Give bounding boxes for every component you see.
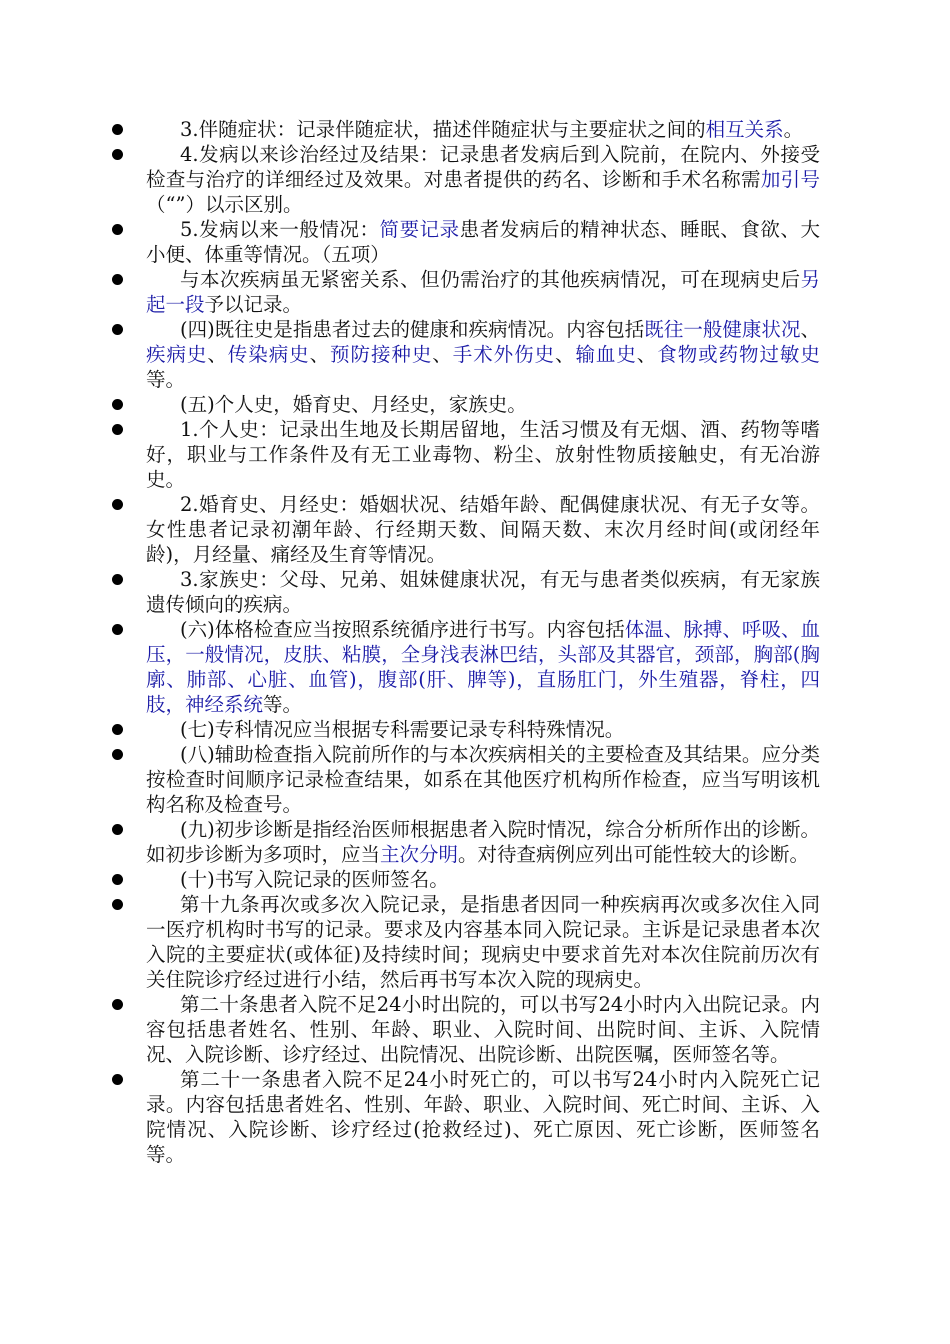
- text-run: 、: [800, 318, 820, 341]
- text-run: 、: [432, 343, 453, 366]
- text-run: 3.家族史：父母、兄弟、姐妹健康状况，有无与患者类似疾病，有无家族遗传倾向的疾病。: [146, 568, 820, 616]
- bullet-icon: [112, 424, 123, 435]
- list-item: [108, 992, 820, 1067]
- paragraph-text: [146, 892, 820, 992]
- bullet-icon: [112, 749, 123, 760]
- text-run: 、: [555, 343, 576, 366]
- text-run: 1.个人史：记录出生地及长期居留地，生活习惯及有无烟、酒、药物等嗜好，职业与工作条件及有无工业毒物、粉尘、放射性物质接触史，有无冶游史。: [146, 418, 820, 491]
- text-run: 第二十条患者入院不足24小时出院的，可以书写24小时内入出院记录。内容包括患者姓名、性别、年龄、职业、入院时间、出院时间、主诉、入院情况、入院诊断、诊疗经过、出院情况、出院诊断、出院医嘱，医师签名等。: [146, 993, 820, 1066]
- paragraph-text: [146, 617, 820, 717]
- highlighted-phrase: 相互关系: [705, 118, 784, 141]
- text-run: 等。: [263, 693, 303, 716]
- list-item: [108, 217, 820, 267]
- text-run: 、: [207, 343, 228, 366]
- paragraph-text: [146, 492, 820, 567]
- text-run: （“”）以示区别。: [146, 193, 303, 216]
- bullet-icon: [112, 999, 123, 1010]
- paragraph-text: [146, 317, 820, 392]
- bullet-icon: [112, 324, 123, 335]
- highlighted-phrase: 手术外伤史: [452, 343, 555, 366]
- list-item: [108, 717, 820, 742]
- bullet-icon: [112, 724, 123, 735]
- text-run: (八)辅助检查指入院前所作的与本次疾病相关的主要检查及其结果。应分类按检查时间顺序记录检查结果，如系在其他医疗机构所作检查，应当写明该机构名称及检查号。: [146, 743, 820, 816]
- paragraph-text: [146, 992, 820, 1067]
- text-run: 第二十一条患者入院不足24小时死亡的，可以书写24小时内入院死亡记录。内容包括患者姓名、性别、年龄、职业、入院时间、死亡时间、主诉、入院情况、入院诊断、诊疗经过(抢救经过)、死亡原因、死亡诊断，医师签名等。: [146, 1068, 820, 1166]
- paragraph-text: [146, 867, 820, 892]
- paragraph-text: [146, 417, 820, 492]
- paragraph-text: [146, 217, 820, 267]
- highlighted-phrase: 疾病史: [146, 343, 208, 366]
- text-run: 2.婚育史、月经史：婚姻状况、结婚年龄、配偶健康状况、有无子女等。女性患者记录初潮年龄、行经期天数、间隔天数、末次月经时间(或闭经年龄)，月经量、痛经及生育等情况。: [146, 493, 820, 566]
- highlighted-phrase: 预防接种史: [330, 343, 433, 366]
- text-run: 3.伴随症状：记录伴随症状，描述伴随症状与主要症状之间的: [180, 118, 706, 141]
- text-run: 。对待查病例应列出可能性较大的诊断。: [458, 843, 810, 866]
- list-item: [108, 567, 820, 617]
- text-run: (九)初步诊断是指经治医师根据患者入院时情况，综合分析所作出的诊断。如初步诊断为多项时，应当: [146, 818, 820, 866]
- text-run: 患者发病后的精神状态、睡眠、食欲、大小便、体重等情况。（五项）: [146, 218, 820, 266]
- paragraph-text: [146, 142, 820, 217]
- highlighted-phrase: 加引号: [760, 168, 820, 191]
- paragraph-text: [146, 742, 820, 817]
- bullet-icon: [112, 899, 123, 910]
- paragraph-text: [146, 267, 820, 317]
- list-item: [108, 117, 820, 142]
- bullet-icon: [112, 624, 123, 635]
- paragraph-text: [146, 1067, 820, 1167]
- text-run: 第十九条再次或多次入院记录，是指患者因同一种疾病再次或多次住入同一医疗机构时书写的记录。要求及内容基本同入院记录。主诉是记录患者本次入院的主要症状(或体征)及持续时间；现病史中要求首先对本次住院前历次有关住院诊疗经过进行小结，然后再书写本次入院的现病史。: [146, 893, 820, 991]
- text-run: 、: [636, 343, 658, 366]
- list-item: [108, 1067, 820, 1167]
- text-run: 4.发病以来诊治经过及结果：记录患者发病后到入院前，在院内、外接受检查与治疗的详细经过及效果。对患者提供的药名、诊断和手术名称需: [146, 143, 820, 191]
- text-run: (六)体格检查应当按照系统循序进行书写。内容包括: [180, 618, 625, 641]
- list-item: [108, 617, 820, 717]
- paragraph-text: [146, 567, 820, 617]
- list-item: [108, 817, 820, 867]
- highlighted-phrase: 食物或药物过敏史: [657, 343, 820, 366]
- list-item: [108, 392, 820, 417]
- text-run: 与本次疾病虽无紧密关系、但仍需治疗的其他疾病情况，可在现病史后: [180, 268, 801, 291]
- list-item: [108, 492, 820, 567]
- list-item: [108, 267, 820, 317]
- bullet-icon: [112, 224, 123, 235]
- list-item: [108, 867, 820, 892]
- list-item: [108, 142, 820, 217]
- text-run: 5.发病以来一般情况：: [180, 218, 380, 241]
- bullet-list: [108, 117, 820, 1167]
- text-run: 。: [783, 118, 804, 141]
- text-run: (四)既往史是指患者过去的健康和疾病情况。内容包括: [180, 318, 645, 341]
- bullet-icon: [112, 824, 123, 835]
- highlighted-phrase: 简要记录: [379, 218, 460, 241]
- bullet-icon: [112, 574, 123, 585]
- text-run: (七)专科情况应当根据专科需要记录专科特殊情况。: [180, 718, 625, 741]
- list-item: [108, 417, 820, 492]
- highlighted-phrase: 传染病史: [227, 343, 310, 366]
- text-run: 等。: [146, 368, 186, 391]
- paragraph-text: [146, 117, 820, 142]
- paragraph-text: [146, 717, 820, 742]
- paragraph-text: [146, 817, 820, 867]
- bullet-icon: [112, 399, 123, 410]
- text-run: 、: [309, 343, 331, 366]
- bullet-icon: [112, 274, 123, 285]
- highlighted-phrase: 另起一段: [146, 268, 820, 316]
- bullet-icon: [112, 149, 123, 160]
- highlighted-phrase: 输血史: [575, 343, 637, 366]
- bullet-icon: [112, 1074, 123, 1085]
- text-run: (五)个人史，婚育史、月经史，家族史。: [180, 393, 527, 416]
- bullet-icon: [112, 124, 123, 135]
- bullet-icon: [112, 874, 123, 885]
- text-run: 予以记录。: [204, 293, 303, 316]
- paragraph-text: [146, 392, 820, 417]
- text-run: (十)书写入院记录的医师签名。: [180, 868, 449, 891]
- highlighted-phrase: 体温、脉搏、呼吸、血压，一般情况，皮肤、粘膜，全身浅表淋巴结，头部及其器官，颈部，胸部(胸廓、肺部、心脏、血管)，腹部(肝、脾等)，直肠肛门，外生殖器，脊柱，四肢，神经系统: [146, 618, 820, 716]
- list-item: [108, 742, 820, 817]
- highlighted-phrase: 主次分明: [380, 843, 459, 866]
- highlighted-phrase: 既往一般健康状况: [644, 318, 801, 341]
- bullet-icon: [112, 499, 123, 510]
- list-item: [108, 892, 820, 992]
- list-item: [108, 317, 820, 392]
